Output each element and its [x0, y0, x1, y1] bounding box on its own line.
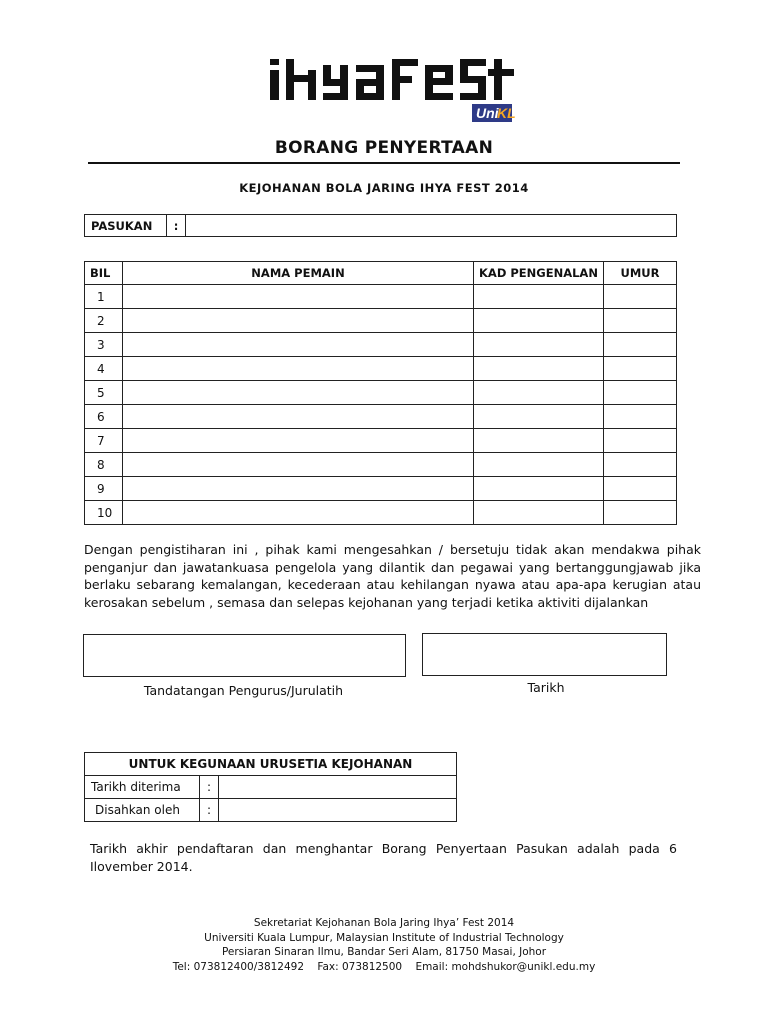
date-box[interactable]	[422, 633, 667, 676]
team-name-field[interactable]	[186, 215, 677, 237]
player-number: 4	[85, 357, 123, 381]
declaration-text: Dengan pengistiharan ini , pihak kami mengesahkan / bersetuju tidak akan mendakwa pihak penganjur dan jawatankuasa pengelola yang dilantik dan pegawai yang bertanggungjawab jika berlaku sebarang kemalangan, kecederaan atau kehilangan nyawa atau apa-apa kerugian atau kerosakan sebelum , semasa dan selepas kejohanan yang terjadi ketika aktiviti dijalankan	[84, 542, 701, 610]
player-age-field[interactable]	[604, 309, 677, 333]
footer-address: Persiaran Sinaran Ilmu, Bandar Seri Alam, 81750 Masai, Johor	[221, 946, 547, 958]
player-number: 2	[85, 309, 123, 333]
player-ic-field[interactable]	[474, 453, 604, 477]
player-age-field[interactable]	[604, 333, 677, 357]
footer-contact: Tel: 073812400/3812492 Fax: 073812500 Email: mohdshukor@unikl.edu.my	[172, 960, 596, 973]
footer-secretariat: Sekretariat Kejohanan Bola Jaring Ihya’ Fest 2014	[253, 917, 515, 929]
header-nama-pemain: NAMA PEMAIN	[123, 262, 474, 285]
player-number: 8	[85, 453, 123, 477]
player-age-field[interactable]	[604, 285, 677, 309]
player-number: 3	[85, 333, 123, 357]
player-number: 5	[85, 381, 123, 405]
player-name-field[interactable]	[123, 333, 474, 357]
form-subtitle: KEJOHANAN BOLA JARING IHYA FEST 2014	[239, 181, 529, 195]
player-ic-field[interactable]	[474, 477, 604, 501]
date-label: Tarikh	[527, 680, 565, 695]
player-row	[85, 477, 677, 501]
header-umur: UMUR	[604, 262, 677, 285]
player-ic-field[interactable]	[474, 429, 604, 453]
player-number: 10	[85, 501, 123, 525]
player-number: 9	[85, 477, 123, 501]
player-ic-field[interactable]	[474, 285, 604, 309]
approved-by-colon: :	[200, 799, 219, 822]
player-age-field[interactable]	[604, 501, 677, 525]
received-date-field[interactable]	[219, 776, 457, 799]
player-number: 6	[85, 405, 123, 429]
team-colon: :	[167, 215, 186, 237]
player-row	[85, 285, 677, 309]
player-row	[85, 429, 677, 453]
player-row	[85, 405, 677, 429]
header-bil: BIL	[85, 262, 123, 285]
player-ic-field[interactable]	[474, 405, 604, 429]
footer-university: Universiti Kuala Lumpur, Malaysian Institute of Industrial Technology	[204, 931, 564, 944]
manager-signature-box[interactable]	[83, 634, 406, 677]
player-number: 1	[85, 285, 123, 309]
title-divider	[88, 162, 680, 164]
player-row	[85, 501, 677, 525]
player-ic-field[interactable]	[474, 333, 604, 357]
unikl-kl-text: KL	[497, 105, 516, 121]
player-name-field[interactable]	[123, 285, 474, 309]
player-age-field[interactable]	[604, 357, 677, 381]
team-label: PASUKAN	[85, 215, 167, 237]
approved-by-field[interactable]	[219, 799, 457, 822]
player-age-field[interactable]	[604, 429, 677, 453]
player-name-field[interactable]	[123, 477, 474, 501]
player-name-field[interactable]	[123, 357, 474, 381]
team-table	[84, 214, 677, 237]
received-date-colon: :	[200, 776, 219, 799]
player-name-field[interactable]	[123, 429, 474, 453]
player-name-field[interactable]	[123, 453, 474, 477]
player-ic-field[interactable]	[474, 357, 604, 381]
player-age-field[interactable]	[604, 477, 677, 501]
received-date-label: Tarikh diterima	[85, 776, 200, 799]
form-title: BORANG PENYERTAAN	[274, 138, 494, 158]
player-name-field[interactable]	[123, 501, 474, 525]
player-row	[85, 453, 677, 477]
players-table	[84, 261, 677, 525]
footer	[0, 916, 768, 974]
header-kad-pengenalan: KAD PENGENALAN	[474, 262, 604, 285]
player-ic-field[interactable]	[474, 381, 604, 405]
player-row	[85, 333, 677, 357]
office-use-table	[84, 752, 457, 822]
player-number: 7	[85, 429, 123, 453]
player-age-field[interactable]	[604, 453, 677, 477]
office-use-header: UNTUK KEGUNAAN URUSETIA KEJOHANAN	[85, 753, 457, 776]
player-name-field[interactable]	[123, 309, 474, 333]
player-row	[85, 309, 677, 333]
unikl-uni-text: Uni	[476, 105, 499, 121]
player-name-field[interactable]	[123, 381, 474, 405]
player-age-field[interactable]	[604, 381, 677, 405]
player-ic-field[interactable]	[474, 309, 604, 333]
player-name-field[interactable]	[123, 405, 474, 429]
deadline-text: Tarikh akhir pendaftaran dan menghantar Borang Penyertaan Pasukan adalah pada 6 Ilovember 2014.	[90, 841, 677, 874]
player-row	[85, 381, 677, 405]
ihyafest-logo	[268, 57, 518, 127]
approved-by-label: Disahkan oleh	[85, 799, 200, 822]
player-age-field[interactable]	[604, 405, 677, 429]
player-row	[85, 357, 677, 381]
player-ic-field[interactable]	[474, 501, 604, 525]
manager-signature-label: Tandatangan Pengurus/Jurulatih	[143, 683, 344, 698]
